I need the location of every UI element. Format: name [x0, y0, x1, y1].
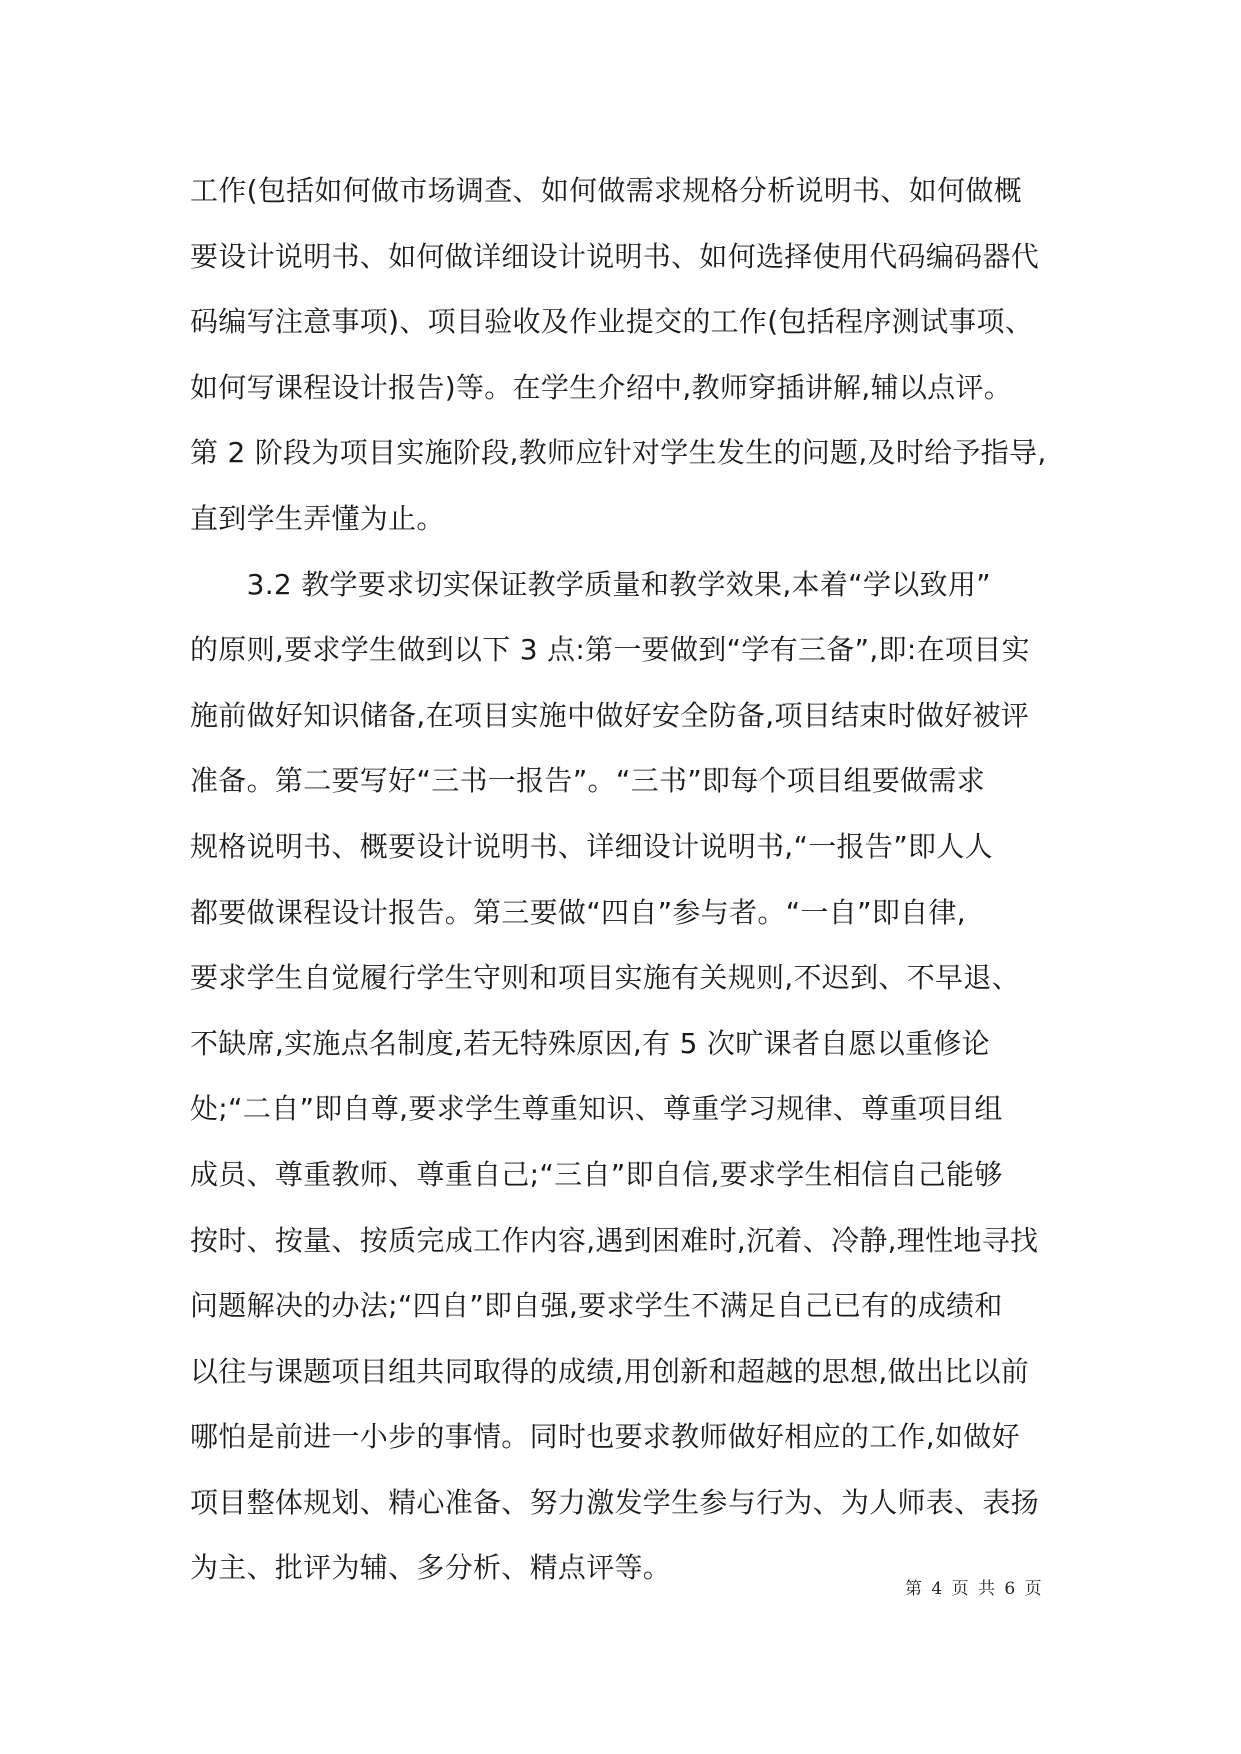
text-line: 直到学生弄懂为止。	[190, 501, 445, 535]
text-line: 工作(包括如何做市场调查、如何做需求规格分析说明书、如何做概	[190, 174, 1022, 207]
text-line: 问题解决的办法;“四自”即自强,要求学生不满足自己已有的成绩和	[190, 1289, 1003, 1323]
text-line: 码编写注意事项)、项目验收及作业提交的工作(包括程序测试事项、	[190, 305, 1034, 339]
text-line: 如何写课程设计报告)等。在学生介绍中,教师穿插讲解,辅以点评。	[190, 370, 1013, 404]
body-text	[190, 158, 1070, 1601]
text-line: 要设计说明书、如何做详细设计说明书、如何选择使用代码编码器代	[190, 239, 1040, 273]
text-line: 规格说明书、概要设计说明书、详细设计说明书,“一报告”即人人	[190, 829, 993, 863]
text-line: 的原则,要求学生做到以下 3 点:第一要做到“学有三备”,即:在项目实	[190, 633, 1030, 667]
paragraph-2	[190, 552, 1070, 1602]
paragraph-1	[190, 158, 1070, 552]
text-line: 不缺席,实施点名制度,若无特殊原因,有 5 次旷课者自愿以重修论	[190, 1026, 990, 1060]
text-line: 处;“二自”即自尊,要求学生尊重知识、尊重学习规律、尊重项目组	[190, 1092, 1003, 1126]
text-line: 要求学生自觉履行学生守则和项目实施有关规则,不迟到、不早退、	[190, 961, 1020, 995]
text-line: 施前做好知识储备,在项目实施中做好安全防备,项目结束时做好被评	[190, 698, 1030, 732]
text-line: 成员、尊重教师、尊重自己;“三自”即自信,要求学生相信自己能够	[190, 1157, 1003, 1191]
text-line: 准备。第二要写好“三书一报告”。“三书”即每个项目组要做需求	[190, 764, 986, 798]
text-line: 以往与课题项目组共同取得的成绩,用创新和超越的思想,做出比以前	[190, 1354, 1030, 1388]
text-line: 哪怕是前进一小步的事情。同时也要求教师做好相应的工作,如做好	[190, 1420, 1020, 1454]
text-line: 3.2 教学要求切实保证教学质量和教学效果,本着“学以致用”	[190, 567, 991, 601]
text-line: 为主、批评为辅、多分析、精点评等。	[190, 1551, 672, 1585]
text-line: 都要做课程设计报告。第三要做“四自”参与者。“一自”即自律,	[190, 895, 966, 929]
text-line: 按时、按量、按质完成工作内容,遇到困难时,沉着、冷静,理性地寻找	[190, 1223, 1039, 1257]
text-line: 项目整体规划、精心准备、努力激发学生参与行为、为人师表、表扬	[190, 1485, 1040, 1519]
page-number-footer: 第 4 页 共 6 页	[905, 1579, 1044, 1599]
text-line: 第 2 阶段为项目实施阶段,教师应针对学生发生的问题,及时给予指导,	[190, 436, 1047, 470]
